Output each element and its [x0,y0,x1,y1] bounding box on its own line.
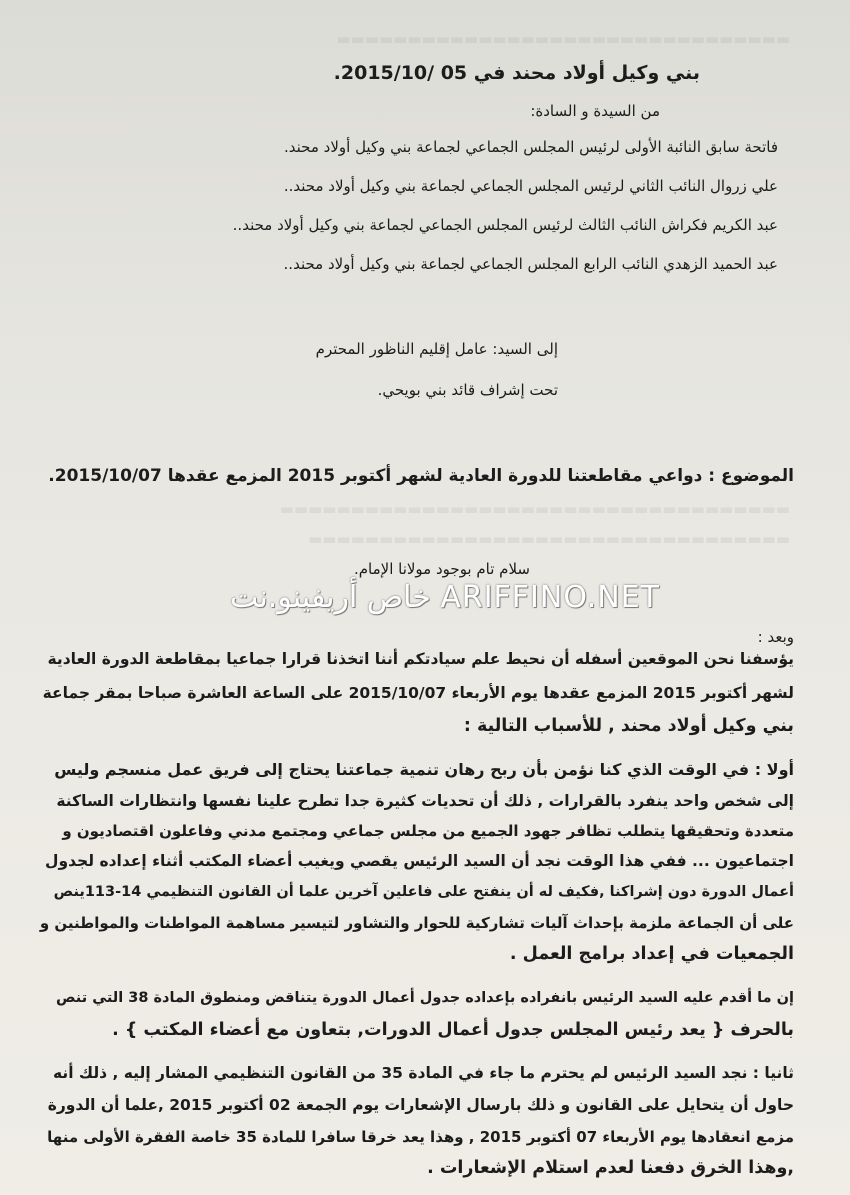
recipient-line: إلى السيد: عامل إقليم الناظور المحترم [315,340,558,358]
subject-line: الموضوع : دواعي مقاطعتنا للدورة العادية لشهر أكتوبر 2015 المزمع عقدها 2015/10/07. [48,466,794,486]
paragraph-line: مزمع انعقادها يوم الأربعاء 07 أكتوبر 2015 , وهذا يعد خرقا سافرا للمادة 35 خاصة الفقرة الأولى منها [47,1128,794,1146]
paragraph-line: اجتماعيون ... ففي هذا الوقت نجد أن السيد الرئيس يقصي ويغيب أعضاء المكتب أثناء إعداده لجدول [45,852,794,870]
after-line: وبعد : [757,628,794,646]
paragraph-line: الجمعيات في إعداد برامج العمل . [509,944,794,964]
from-label: من السيدة و السادة: [530,102,660,120]
sender-line: علي زروال النائب الثاني لرئيس المجلس الجماعي لجماعة بني وكيل أولاد محند.. [283,177,778,195]
greeting-line: سلام تام بوجود مولانا الإمام. [353,560,530,578]
sender-line: فاتحة سابق النائبة الأولى لرئيس المجلس الجماعي لجماعة بني وكيل أولاد محند. [284,138,778,156]
paragraph-line: أعمال الدورة دون إشراكنا ,فكيف له أن ينفتح على فاعلين آخرين علما أن القانون التنظيمي 14-113ينص [53,884,794,900]
supervision-line: تحت إشراف قائد بني بويحي. [377,381,558,399]
paragraph-line: يؤسفنا نحن الموقعين أسفله أن نحيط علم سيادتكم أننا اتخذنا قرارا جماعيا بمقاطعة الدورة العادية [47,650,794,668]
paragraph-line: على أن الجماعة ملزمة بإحداث آليات تشاركية للحوار والتشاور لتيسير مساهمة المواطنات والمواطنين و [39,914,794,932]
paragraph-line: حاول أن يتحايل على القانون و ذلك بارسال الإشعارات يوم الجمعة 02 أكتوبر 2015 ,علما أن الدورة [47,1096,794,1114]
paragraph-line: بني وكيل أولاد محند , للأسباب التالية : [463,716,794,736]
bleed-through-text: ▬▬▬▬▬▬▬▬▬▬▬▬▬▬▬▬▬▬▬▬▬▬▬▬▬▬▬▬▬▬▬▬▬▬▬▬ [279,500,790,518]
paragraph-line: ثانيا : نجد السيد الرئيس لم يحترم ما جاء في المادة 35 من القانون التنظيمي المشار إليه , ذلك أنه [52,1064,794,1082]
paragraph-line: إن ما أقدم عليه السيد الرئيس بانفراده بإعداده جدول أعمال الدورة يتناقض ومنطوق المادة 38 التي تنص [56,990,794,1006]
bleed-through-text: ▬▬▬▬▬▬▬▬▬▬▬▬▬▬▬▬▬▬▬▬▬▬▬▬▬▬▬▬▬▬▬▬▬▬ [308,530,790,548]
paragraph-line: لشهر أكتوبر 2015 المزمع عقدها يوم الأربعاء 2015/10/07 على الساعة العاشرة صباحا بمقر جماعة [42,684,794,702]
paragraph-line: بالحرف { يعد رئيس المجلس جدول أعمال الدورات, بتعاون مع أعضاء المكتب } . [112,1020,794,1040]
paragraph-line: ,وهذا الخرق دفعنا لعدم استلام الإشعارات . [427,1158,794,1178]
bleed-through-text: ▬▬▬▬▬▬▬▬▬▬▬▬▬▬▬▬▬▬▬▬▬▬▬▬▬▬▬▬▬▬▬▬ [336,30,790,48]
paragraph-line: أولا : في الوقت الذي كنا نؤمن بأن ربح رهان تنمية جماعتنا يحتاج إلى فريق عمل منسجم وليس [54,760,794,779]
paragraph-line: متعددة وتحقيقها يتطلب تظافر جهود الجميع من مجلس جماعي ومجتمع مدني وفاعلون اقتصاديون و [62,822,794,840]
paragraph-line: إلى شخص واحد ينفرد بالقرارات , ذلك أن تحديات كثيرة جدا تطرح علينا نفسها وانتظارات الساكنة [56,792,794,810]
sender-line: عبد الكريم فكراش النائب الثالث لرئيس المجلس الجماعي لجماعة بني وكيل أولاد محند.. [232,216,778,234]
header-date-line: بني وكيل أولاد محند في 05 /2015/10. [333,62,700,84]
sender-line: عبد الحميد الزهدي النائب الرابع المجلس الجماعي لجماعة بني وكيل أولاد محند.. [283,255,778,273]
watermark-text: خاص أريفينو.نت ARIFFINO.NET [230,580,661,615]
